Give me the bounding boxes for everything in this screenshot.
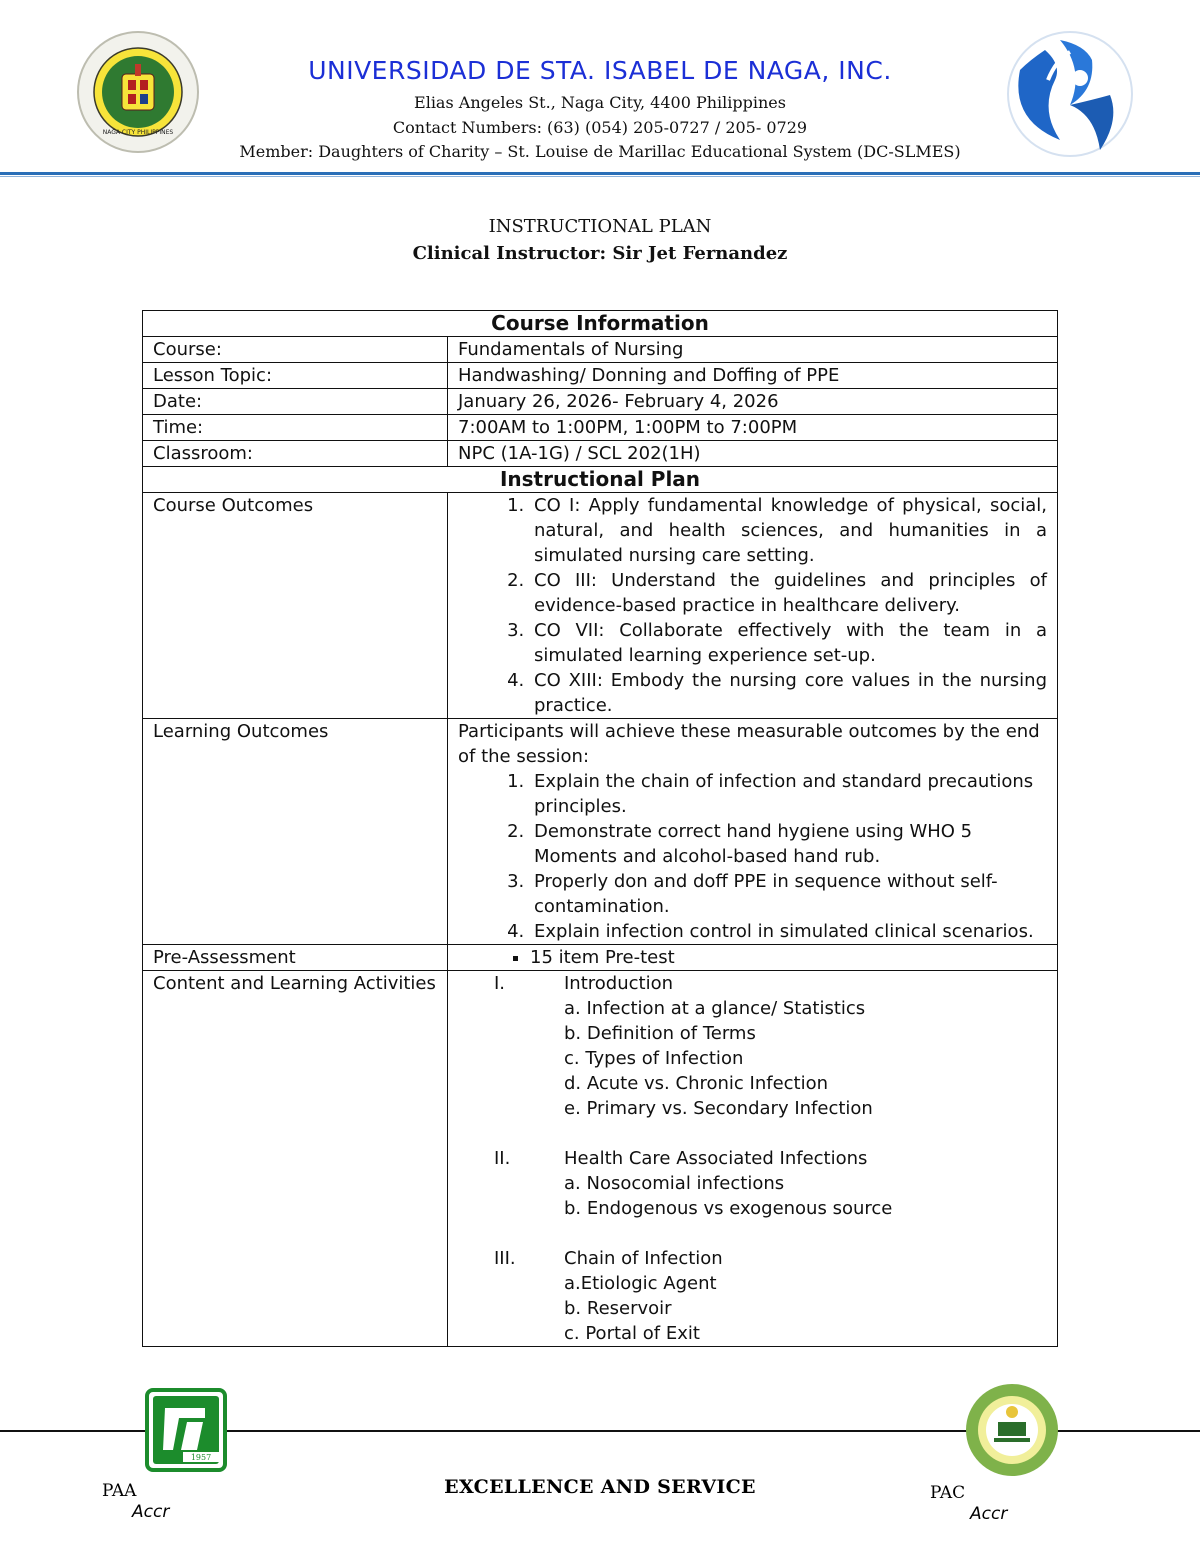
svg-text:1957: 1957 (190, 1453, 212, 1462)
table-row (143, 441, 1058, 467)
list-item: b. Reservoir (564, 1298, 672, 1319)
table-row (143, 415, 1058, 441)
content-section-3 (458, 1246, 1047, 1271)
list-item: d. Acute vs. Chronic Infection (564, 1073, 829, 1094)
list-item: b. Definition of Terms (564, 1023, 756, 1044)
list-item: 3. Properly don and doff PPE in sequence without self-contamination. (530, 869, 1047, 919)
section-title: Health Care Associated Infections (564, 1148, 868, 1169)
classroom-label: Classroom: (143, 441, 448, 467)
pre-assessment-list (458, 945, 1047, 970)
course-information-heading: Course Information (143, 311, 1058, 337)
list-item: 1. Explain the chain of infection and standard precautions principles. (530, 769, 1047, 819)
list-item: a.Etiologic Agent (564, 1273, 717, 1294)
list-item: ▪ 15 item Pre-test (530, 945, 1047, 970)
header-divider-thin (0, 176, 1200, 177)
lesson-topic-value: Handwashing/ Donning and Doffing of PPE (448, 363, 1058, 389)
lesson-topic-label: Lesson Topic: (143, 363, 448, 389)
section-title: Chain of Infection (564, 1248, 723, 1269)
section-title: Introduction (564, 973, 674, 994)
course-label: Course: (143, 337, 448, 363)
address-line: Elias Angeles St., Naga City, 4400 Philippines (414, 93, 786, 112)
content-section-1 (458, 971, 1047, 996)
instructional-plan-heading: Instructional Plan (143, 467, 1058, 493)
list-item: c. Portal of Exit (564, 1323, 700, 1344)
learning-outcomes-label: Learning Outcomes (143, 719, 448, 945)
list-item: e. Primary vs. Secondary Infection (564, 1098, 873, 1119)
classroom-value: NPC (1A-1G) / SCL 202(1H) (448, 441, 1058, 467)
table-row (143, 337, 1058, 363)
learning-outcomes-list (458, 769, 1047, 944)
table-row (143, 971, 1058, 1347)
table-row (143, 363, 1058, 389)
list-item: 4. Explain infection control in simulated clinical scenarios. (530, 919, 1047, 944)
svg-text:NAGA CITY PHILIPPINES: NAGA CITY PHILIPPINES (102, 129, 174, 136)
instructional-plan-table (142, 310, 1058, 1347)
footer-motto: EXCELLENCE AND SERVICE (444, 1476, 756, 1498)
pacucoa-seal (964, 1382, 1060, 1478)
document-title: INSTRUCTIONAL PLAN (488, 216, 712, 237)
course-value: Fundamentals of Nursing (448, 337, 1058, 363)
header-divider (0, 172, 1200, 175)
member-line: Member: Daughters of Charity – St. Louise de Marillac Educational System (DC-SLMES) (239, 142, 961, 161)
list-item: 2. Demonstrate correct hand hygiene using WHO 5 Moments and alcohol-based hand rub. (530, 819, 1047, 869)
list-item: 4. CO XIII: Embody the nursing core values in the nursing practice. (530, 668, 1047, 718)
paa-accr: Accr (132, 1502, 170, 1522)
list-item: 2. CO III: Understand the guidelines and principles of evidence-based practice in healthcare delivery. (530, 568, 1047, 618)
list-item: b. Endogenous vs exogenous source (564, 1198, 893, 1219)
time-label: Time: (143, 415, 448, 441)
list-item: a. Infection at a glance/ Statistics (564, 998, 866, 1019)
table-row (143, 493, 1058, 719)
section-number: I. (494, 973, 506, 994)
content-label: Content and Learning Activities (143, 971, 448, 1347)
section-number: III. (494, 1248, 516, 1269)
table-row (143, 945, 1058, 971)
table-row (143, 389, 1058, 415)
clinical-instructor: Clinical Instructor: Sir Jet Fernandez (412, 243, 788, 264)
pre-assessment-label: Pre-Assessment (143, 945, 448, 971)
paa-label: PAA (102, 1481, 137, 1501)
list-item: 1. CO I: Apply fundamental knowledge of physical, social, natural, and health sciences, and humanities in a simulated nursing care setting. (530, 493, 1047, 568)
pac-accr: Accr (970, 1504, 1008, 1524)
content-section-2 (458, 1146, 1047, 1171)
paa-logo (145, 1388, 227, 1472)
course-outcomes-list (458, 493, 1047, 718)
date-value: January 26, 2026- February 4, 2026 (448, 389, 1058, 415)
date-label: Date: (143, 389, 448, 415)
university-name: UNIVERSIDAD DE STA. ISABEL DE NAGA, INC. (308, 56, 892, 85)
contact-line: Contact Numbers: (63) (054) 205-0727 / 205- 0729 (392, 118, 808, 137)
learning-outcomes-intro: Participants will achieve these measurable outcomes by the end of the session: (458, 721, 1040, 767)
list-item: c. Types of Infection (564, 1048, 744, 1069)
time-value: 7:00AM to 1:00PM, 1:00PM to 7:00PM (448, 415, 1058, 441)
course-outcomes-label: Course Outcomes (143, 493, 448, 719)
list-item: a. Nosocomial infections (564, 1173, 785, 1194)
section-number: II. (494, 1148, 511, 1169)
list-item: 3. CO VII: Collaborate effectively with the team in a simulated learning experience set-up. (530, 618, 1047, 668)
table-row (143, 719, 1058, 945)
pac-label: PAC (930, 1483, 966, 1503)
